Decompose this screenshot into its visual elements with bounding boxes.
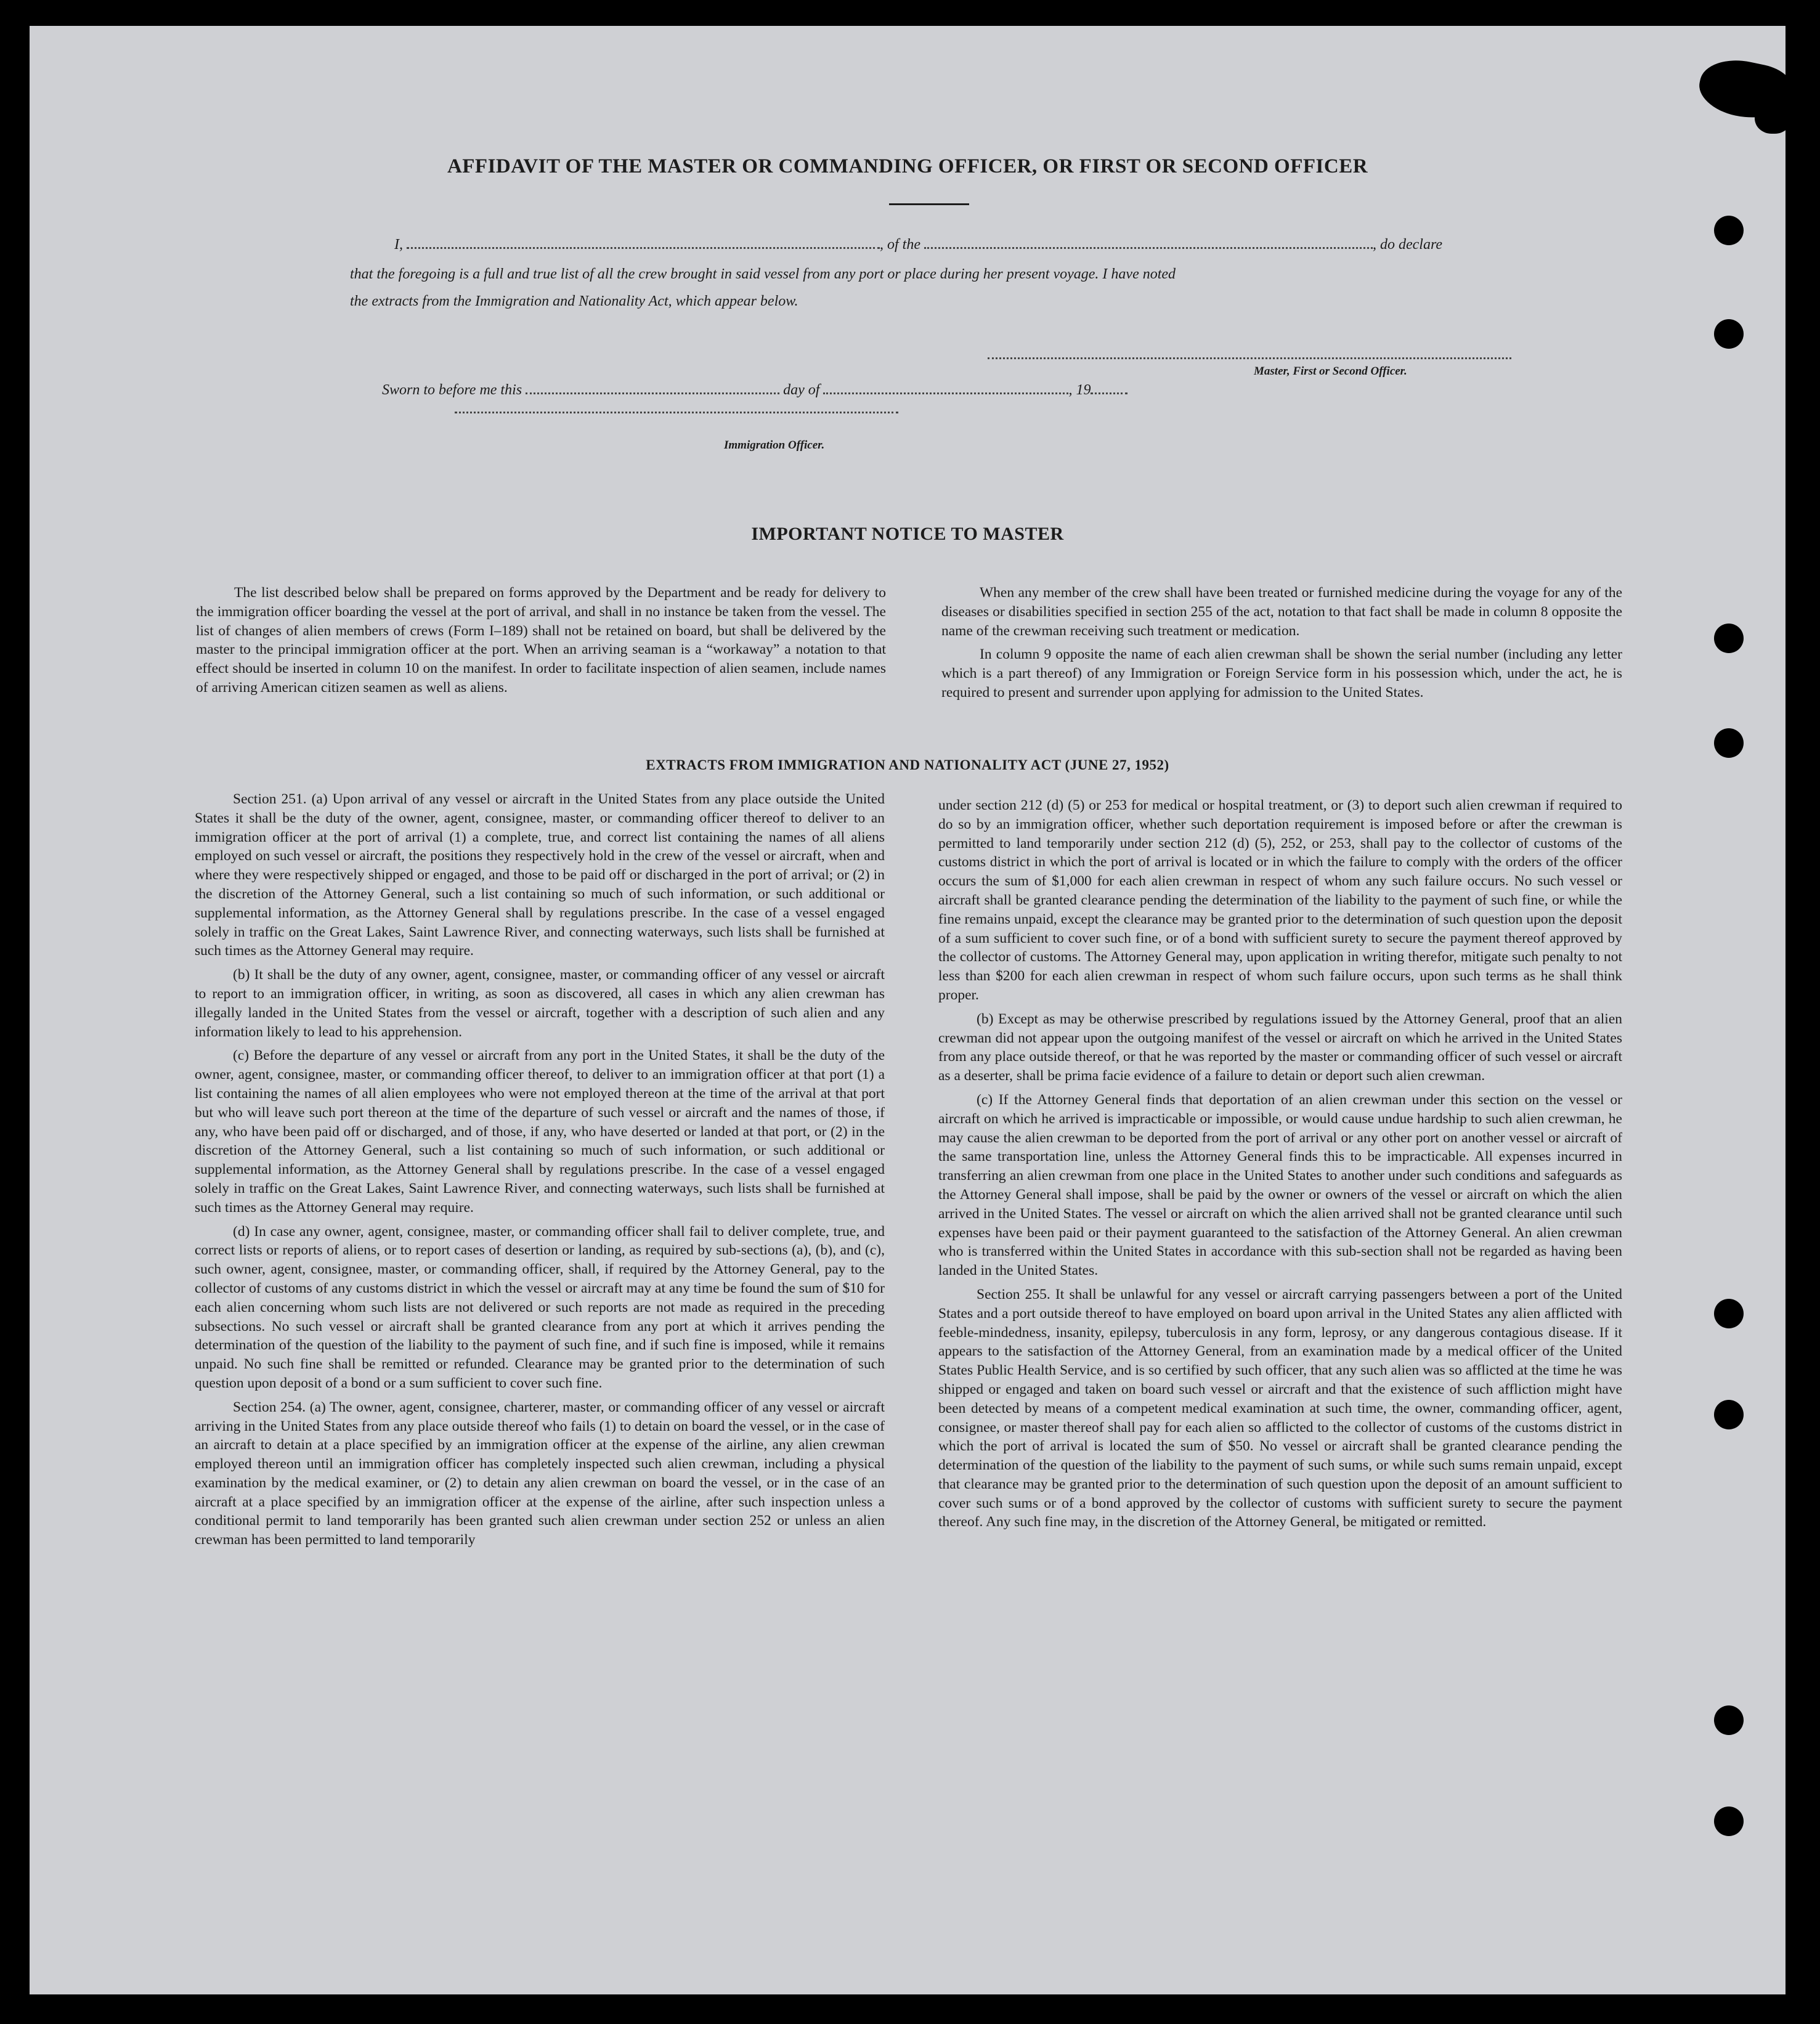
section-254-b: (b) Except as may be otherwise prescribed by regulations issued by the Attorney General, proof that an alien crewman did not appear upon the outgoing manifest of the vessel or aircraft on which he arrived in the United States from any place outside thereof, or that he was reported by the master or commanding officer of such vessel or aircraft as a deserter, shall be prima facie evidence of a failure to detain or deport such alien crewman. [938,1010,1622,1084]
officer-signature-line [455,412,898,413]
notice-right-paragraph-1: When any member of the crew shall have been treated or furnished medicine during the voyage for any of the diseases or disabilities specified in section 255 of the act, notation to that fact shall be made in column 8 opposite the name of the crewman receiving such treatment or medication. [941,585,1622,639]
vessel-blank [924,247,1373,249]
declaration-line-1 [394,237,1442,253]
section-251-d: (d) In case any owner, agent, consignee, master, or commanding officer shall fail to deliver complete, true, and correct lists or reports of aliens, or to report cases of desertion or landing, as required by sub-sections (a), (b), and (c), such owner, agent, consignee, master, or commanding officer, shall, if required by the Attorney General, pay to the collector of customs of any customs district in which the vessel or aircraft may at any time be found the sum of $10 for each alien concerning whom such lists are not delivered or such reports are not made as required in the preceding subsections. No such vessel or aircraft shall be granted clearance from any port at which it arrives pending the determination of the question of the liability to the payment of such fine, and if such fine is imposed, while it remains unpaid. No such fine shall be remitted or refunded. Clearance may be granted prior to the determination of such question upon deposit of a bond or a sum sufficient to cover such fine. [195,1223,885,1391]
title-rule [889,203,969,205]
decl-do-declare: , do declare [1373,237,1443,253]
master-signature-line [988,357,1511,359]
section-255: Section 255. It shall be unlawful for any vessel or aircraft carrying passengers between a port of the United States and a port outside thereof to have employed on board upon arrival in the United States any alien afflicted with feeble-mindedness, insanity, epilepsy, tuberculosis in any form, leprosy, or any dangerous contagious disease. If it appears to the satisfaction of the Attorney General, from an examination made by a medical officer of the United States Public Health Service, and is so certified by such officer, that any such alien was so afflicted at the time he was shipped or engaged and taken on board such vessel or aircraft and that the existence of such affliction might have been detected by means of a competent medical examination at such time, the owner, commanding officer, agent, consignee, or master thereof shall pay for each alien so afflicted to the collector of customs of the customs district in which the port of arrival is located the sum of $50. No vessel or aircraft shall be granted clearance pending the determination of the question of the liability to the payment of such sums, or while such sums remain unpaid, except that clearance may be granted prior to the determination of such question upon the deposit of an amount sufficient to cover such sums or of a bond approved by the collector of customs with sufficient surety to secure the payment thereof. Any such fine may, in the discretion of the Attorney General, be mitigated or remitted. [938,1286,1622,1530]
month-blank [823,392,1068,394]
section-254-a: Section 254. (a) The owner, agent, consignee, charterer, master, or commanding officer of any vessel or aircraft arriving in the United States from any place outside thereof who fails (1) to detain on board the vessel, or in the case of an aircraft to detain at a place specified by an immigration officer at the expense of the airline, any alien crewman employed thereon until an immigration officer has completely inspected such alien crewman, including a physical examination by the medical examiner, or (2) to detain any alien crewman on board the vessel, or in the case of an aircraft at a place specified by an immigration officer at the expense of the airline, after such inspection unless a conditional permit to land temporarily has been granted such alien crewman under section 252 or unless an alien crewman has been permitted to land temporarily [195,1399,885,1548]
section-251-c: (c) Before the departure of any vessel or aircraft from any port in the United States, it shall be the duty of the owner, agent, consignee, master, or commanding officer thereof, to deliver to an immigration officer at that port (1) a list containing the names of all alien employees who were not employed thereon at the time of the arrival at that port but who will leave such port thereon at the time of the departure of such vessel or aircraft and the names of those, if any, who have been paid off or discharged, and of those, if any, who have deserted or landed at that port, or (2) in the discretion of the Attorney General, such a list containing so much of such information, or such additional or supplemental information, as the Attorney General shall by regulations prescribe. In the case of a vessel engaged solely in traffic on the Great Lakes, Saint Lawrence River, and connecting waterways, such lists shall be furnished at such times as the Attorney General may require. [195,1047,885,1216]
extracts-title: EXTRACTS FROM IMMIGRATION AND NATIONALITY ACT (JUNE 27, 1952) [646,757,1169,773]
decl-i: I, [394,237,403,253]
binder-hole [1714,728,1744,758]
declaration-line-3: the extracts from the Immigration and Nationality Act, which appear below. [350,293,798,309]
binder-hole [1714,216,1744,245]
notice-right-column [941,583,1622,707]
notice-right-paragraph-2: In column 9 opposite the name of each alien crewman shall be shown the serial number (including any letter which is a part thereof) of any Immigration or Foreign Service form in his possession which, under the act, he is required to present and surrender upon applying for admission to the United States. [941,646,1622,701]
binder-hole [1714,1705,1744,1735]
section-254-a-continued: under section 212 (d) (5) or 253 for medical or hospital treatment, or (3) to deport such alien crewman if required to do so by an immigration officer, whether such deportation requirement is imposed before or after the crewman is permitted to land temporarily under section 212 (d) (5), 252, or 253, shall pay to the collector of customs of the customs district in which the port of arrival is located or in which the failure to comply with the orders of the officer occurs the sum of $1,000 for each alien crewman in respect of whom any such failure occurs. No such vessel or aircraft shall be granted clearance pending the determination of the liability to the payment of such fine, or while the fine remains unpaid, except the clearance may be granted prior to the determination of such question upon the deposit of a sum sufficient to cover such fine, or of a bond with sufficient surety to secure the payment thereof approved by the collector of customs. The Attorney General may, upon application in writing therefor, mitigate such penalty to not less than $200 for each alien crewman in respect of whom such failure occurs, upon such terms as he shall think proper. [938,797,1622,1003]
binder-hole [1714,1299,1744,1328]
notice-title: IMPORTANT NOTICE TO MASTER [751,524,1064,544]
declaration-line-2: that the foregoing is a full and true list of all the crew brought in said vessel from any port or place during her present voyage. I have noted [350,266,1176,282]
binder-hole [1714,624,1744,653]
decl-of-the: , of the [880,237,920,253]
sworn-line [382,382,1127,399]
day-blank [526,392,779,394]
binder-hole [1714,1807,1744,1836]
sworn-label: Sworn to before me this [382,382,522,398]
day-of-label: day of [783,382,820,398]
binder-hole [1714,319,1744,349]
master-caption: Master, First or Second Officer. [1254,365,1407,378]
document-page [30,26,1785,1994]
affidavit-title: AFFIDAVIT OF THE MASTER OR COMMANDING OFFICER, OR FIRST OR SECOND OFFICER [447,155,1368,177]
notice-left-paragraph: The list described below shall be prepared on forms approved by the Department and be ready for delivery to the immigration officer boarding the vessel at the port of arrival, and shall in no instance be taken from the vessel. The list of changes of alien members of crews (Form I–189) shall not be retained on board, but shall be delivered by the master to the principal immigration officer at the port. When an arriving seaman is a “workaway” a notation to that effect should be inserted in column 10 on the manifest. In order to facilitate inspection of alien seamen, include names of arriving American citizen seamen as well as aliens. [196,585,886,696]
notice-left-column [196,583,886,702]
binder-hole [1714,1400,1744,1429]
section-251-b: (b) It shall be the duty of any owner, agent, consignee, master, or commanding officer of any vessel or aircraft to report to an immigration officer, in writing, as soon as discovered, all cases in which any alien crewman has illegally landed in the United States from the vessel or aircraft, together with a description of such alien and any information likely to lead to his apprehension. [195,967,885,1040]
section-254-c: (c) If the Attorney General finds that deportation of an alien crewman under this section on the vessel or aircraft on which he arrived is impracticable or impossible, or would cause undue hardship to such alien crewman, he may cause the alien crewman to be deported from the port of arrival or any other port on another vessel or aircraft of the same transportation line, unless the Attorney General finds this to be impracticable. All expenses incurred in transferring an alien crewman from one place in the United States to another under such conditions and safeguards as the Attorney General shall impose, shall be paid by the owner or owners of the vessel or aircraft on which the alien arrived in the United States. The vessel or aircraft on which the alien arrived shall not be granted clearance until such expenses have been paid or their payment guaranteed to the satisfaction of the Attorney General. An alien crewman who is transferred within the United States in accordance with this sub-section shall not be regarded as having been landed in the United States. [938,1091,1622,1279]
year-prefix: , 19 [1068,382,1091,398]
extracts-left-column [195,790,885,1555]
section-251-a: Section 251. (a) Upon arrival of any vessel or aircraft in the United States from any place outside the United States it shall be the duty of the owner, agent, consignee, master, or commanding officer thereof to deliver to an immigration officer at the port of arrival (1) a complete, true, and correct list containing the names of all aliens employed on such vessel or aircraft, the positions they respectively hold in the crew of the vessel or aircraft, when and where they were respectively shipped or engaged, and those to be paid off or discharged in the port of arrival; or (2) in the discretion of the Attorney General, such a list containing so much of such information, or such additional or supplemental information, as the Attorney General shall by regulations prescribe. In the case of a vessel engaged solely in traffic on the Great Lakes, Saint Lawrence River, and connecting waterways, such lists shall be furnished at such times as the Attorney General may require. [195,791,885,959]
year-blank [1091,392,1127,394]
name-blank [407,247,880,249]
extracts-right-column [938,796,1622,1537]
immigration-officer-caption: Immigration Officer. [724,439,825,452]
